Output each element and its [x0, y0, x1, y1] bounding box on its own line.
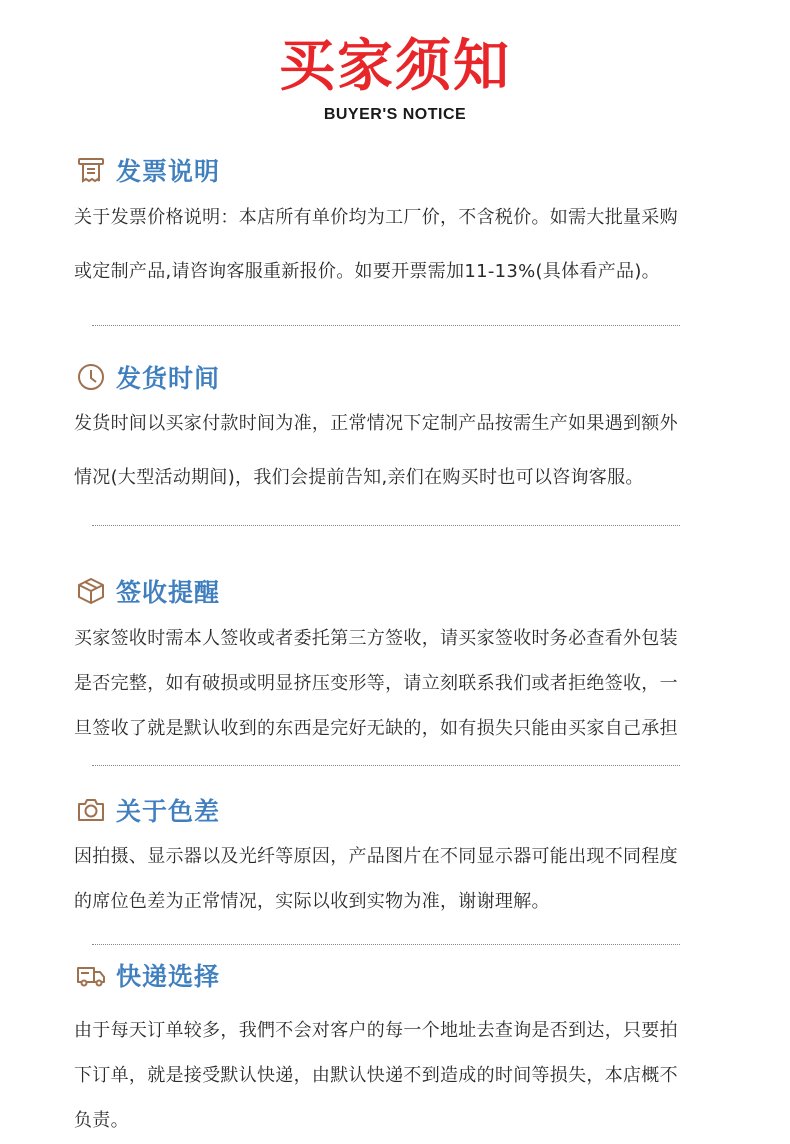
text-line: 是否完整，如有破损或明显挤压变形等，请立刻联系我们或者拒绝签收，一: [74, 673, 678, 694]
divider: [92, 325, 680, 326]
section-title: 签收提醒: [116, 578, 221, 607]
section-title: 快递选择: [116, 962, 221, 991]
text-line: 的席位色差为正常情况，实际以收到实物为准，谢谢理解。: [74, 891, 550, 912]
divider: [92, 765, 680, 766]
text-line: 发货时间以买家付款时间为准，正常情况下定制产品按需生产如果遇到额外: [74, 413, 678, 434]
camera-icon: [74, 793, 108, 827]
text-line: 情况(大型活动期间)，我们会提前告知,亲们在购买时也可以咨询客服。: [74, 467, 644, 488]
section-header: [74, 571, 220, 611]
section-title: 发票说明: [116, 157, 221, 186]
text-line: 因拍摄、显示器以及光纤等原因，产品图片在不同显示器可能出现不同程度: [74, 846, 678, 867]
page-title: 买家须知: [279, 34, 511, 99]
section-header: [74, 357, 220, 397]
section-body: [74, 616, 724, 751]
text-line: 旦签收了就是默认收到的东西是完好无缺的，如有损失只能由买家自己承担: [74, 718, 678, 739]
text-line: 买家签收时需本人签收或者委托第三方签收，请买家签收时务必查看外包装: [74, 628, 678, 649]
section-title: 关于色差: [116, 797, 221, 826]
clock-icon: [74, 360, 108, 394]
section-body: [74, 191, 724, 299]
section-body: [74, 834, 724, 924]
text-line: 或定制产品,请咨询客服重新报价。如要开票需加11-13%(具体看产品)。: [74, 261, 660, 282]
divider: [92, 944, 680, 945]
section-title: 发货时间: [116, 364, 221, 393]
text-line: 下订单，就是接受默认快递，由默认快递不到造成的时间等损失，本店概不: [74, 1065, 678, 1086]
package-icon: [74, 574, 108, 608]
divider: [92, 525, 680, 526]
text-line: 关于发票价格说明：本店所有单价均为工厂价，不含税价。如需大批量采购: [74, 207, 678, 228]
page-subtitle: BUYER'S NOTICE: [323, 106, 467, 123]
invoice-icon: [74, 153, 108, 187]
section-header: [74, 955, 220, 995]
section-body: [74, 1008, 724, 1143]
text-line: 由于每天订单较多，我們不会对客户的每一个地址去查询是否到达，只要拍: [74, 1020, 678, 1041]
section-header: [74, 150, 220, 190]
truck-icon: [74, 958, 108, 992]
section-header: [74, 790, 220, 830]
section-body: [74, 397, 724, 505]
text-line: 负责。: [74, 1110, 129, 1131]
